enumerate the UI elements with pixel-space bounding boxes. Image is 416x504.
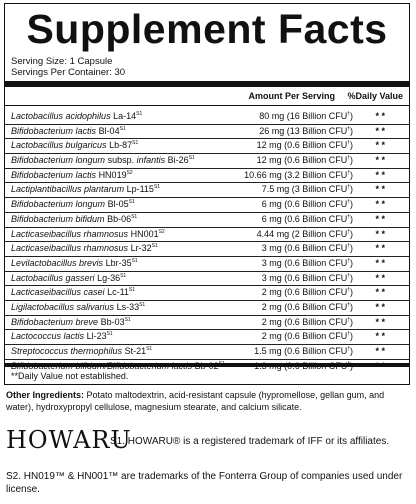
ingredient-name: Bifidobacterium breve $Bb-03^{S1}$ xyxy=(11,316,131,327)
ingredient-amount: 3 mg (0.6 Billion CFU†) xyxy=(261,272,353,283)
ingredient-name: Ligilactobacillus salivarius $Ls-33^{S1}$ xyxy=(11,301,146,312)
ingredient-amount: 1.5 mg (0.6 Billion CFU†) xyxy=(254,346,353,356)
table-row xyxy=(5,228,409,243)
table-row xyxy=(5,183,409,198)
ingredient-name: Lactiplantibacillus plantarum $Lp-115^{S1}$ xyxy=(11,184,161,195)
table-row xyxy=(5,110,409,125)
table-row xyxy=(5,286,409,301)
table-row xyxy=(5,213,409,228)
other-ingredients-label: Other Ingredients: xyxy=(6,390,85,400)
daily-value: * * xyxy=(375,287,385,298)
ingredient-amount: 12 mg (0.6 Billion CFU†) xyxy=(256,155,353,166)
daily-value: * * xyxy=(375,199,385,210)
s2-trademark-note: S2. HN019™ & HN001™ are trademarks of the Fonterra Group of companies used under license. xyxy=(6,471,403,495)
ingredient-name: Levilactobacillus brevis Lbr-$35^{S1}$ xyxy=(11,257,138,268)
table-row xyxy=(5,242,409,257)
table-row xyxy=(5,316,409,331)
table-row xyxy=(5,154,409,169)
daily-value: * * xyxy=(375,257,385,268)
ingredient-name: Bifidobacterium lactis $Bl-04^{S1}$ xyxy=(11,125,126,136)
table-row xyxy=(5,345,409,360)
ingredient-amount: 2 mg (0.6 Billion CFU†) xyxy=(261,316,353,327)
daily-value: * * xyxy=(375,301,385,312)
ingredient-amount: 2 mg (0.6 Billion CFU†) xyxy=(261,331,353,342)
daily-value: * * xyxy=(375,111,385,121)
daily-value: * * xyxy=(375,243,385,254)
daily-value: * * xyxy=(375,213,385,224)
ingredient-name: Streptococcus thermophilus $St-21^{S1}$ xyxy=(11,346,153,356)
ingredient-amount: 4.44 mg (2 Billion CFU†) xyxy=(256,228,353,239)
ingredient-amount: 12 mg (0.6 Billion CFU†) xyxy=(256,140,353,151)
daily-value-header: %Daily Value xyxy=(347,91,403,101)
daily-value-footnote: **Daily Value not established. xyxy=(11,371,129,381)
top-divider xyxy=(5,81,409,87)
daily-value: * * xyxy=(375,331,385,342)
column-header xyxy=(5,90,409,104)
table-row xyxy=(5,257,409,272)
panel-title: Supplement Facts xyxy=(26,6,388,52)
ingredient-amount: 80 mg (16 Billion CFU†) xyxy=(259,111,353,121)
daily-value: * * xyxy=(375,346,385,356)
table-row xyxy=(5,272,409,287)
table-row xyxy=(5,198,409,213)
amount-header: Amount Per Serving xyxy=(248,91,335,101)
daily-value: * * xyxy=(375,155,385,166)
ingredient-name: Lacticaseibacillus rhamnosus $Lr-32^{S1}$ xyxy=(11,243,158,254)
ingredient-name: Lactobacillus bulgaricus $Lb-87^{S1}$ xyxy=(11,140,139,151)
ingredient-name: Lactobacillus gasseri $Lg-36^{S1}$ xyxy=(11,272,127,283)
ingredient-name: Lactobacillus acidophilus $La-14^{S1}$ xyxy=(11,111,143,121)
table-row xyxy=(5,330,409,345)
ingredient-name: Lactococcus lactis $Ll-23^{S1}$ xyxy=(11,331,113,342)
ingredient-name: Bifidobacterium longum $Bl-05^{S1}$ xyxy=(11,199,135,210)
ingredient-amount: 2 mg (0.6 Billion CFU†) xyxy=(261,287,353,298)
table-row xyxy=(5,169,409,184)
ingredient-amount: 7.5 mg (3 Billion CFU†) xyxy=(261,184,353,195)
ingredient-name: Lacticaseibacillus casei $Lc-11^{S1}$ xyxy=(11,287,136,298)
other-ingredients-text: Potato maltodextrin, acid-resistant capsule (hypromellose, gellan gum, and water), hydroxypropyl cellulose, magnesium stearate, and calcium silicate. xyxy=(6,390,385,412)
supplement-facts-panel xyxy=(4,3,410,385)
s1-trademark-note: S1. HOWARU® is a registered trademark of IFF or its affiliates. xyxy=(110,436,390,447)
ingredient-amount: 3 mg (0.6 Billion CFU†) xyxy=(261,257,353,268)
table-row xyxy=(5,125,409,140)
ingredient-amount: 10.66 mg (3.2 Billion CFU†) xyxy=(244,169,353,180)
daily-value: * * xyxy=(375,184,385,195)
ingredient-amount: 26 mg (13 Billion CFU†) xyxy=(259,125,353,136)
ingredient-name: Lacticaseibacillus rhamnosus $HN001^{S2}$ xyxy=(11,228,165,239)
ingredient-amount: 6 mg (0.6 Billion CFU†) xyxy=(261,213,353,224)
ingredient-name: Bifidobacterium longum subsp. infantis $Bi-26^{S1}$ xyxy=(11,155,195,166)
daily-value: * * xyxy=(375,272,385,283)
daily-value: * * xyxy=(375,169,385,180)
daily-value: * * xyxy=(375,316,385,327)
table-row xyxy=(5,139,409,154)
header-divider xyxy=(5,105,409,106)
daily-value: * * xyxy=(375,140,385,151)
ingredient-amount: 3 mg (0.6 Billion CFU†) xyxy=(261,243,353,254)
ingredient-amount: 2 mg (0.6 Billion CFU†) xyxy=(261,301,353,312)
bottom-divider xyxy=(5,363,409,367)
servings-per-container: Servings Per Container: 30 xyxy=(11,67,126,78)
other-ingredients xyxy=(6,389,408,413)
ingredient-name: Bifidobacterium bifidum $Bb-06^{S1}$ xyxy=(11,213,138,224)
daily-value: * * xyxy=(375,125,385,136)
ingredient-name: Bifidobacterium lactis $HN019^{S2}$ xyxy=(11,169,133,180)
serving-size: Serving Size: 1 Capsule xyxy=(11,56,113,67)
daily-value: * * xyxy=(375,228,385,239)
serving-info xyxy=(11,56,125,78)
ingredient-table xyxy=(5,110,409,373)
table-row xyxy=(5,301,409,316)
howaru-logo: HOWARU xyxy=(6,426,132,454)
ingredient-amount: 6 mg (0.6 Billion CFU†) xyxy=(261,199,353,210)
